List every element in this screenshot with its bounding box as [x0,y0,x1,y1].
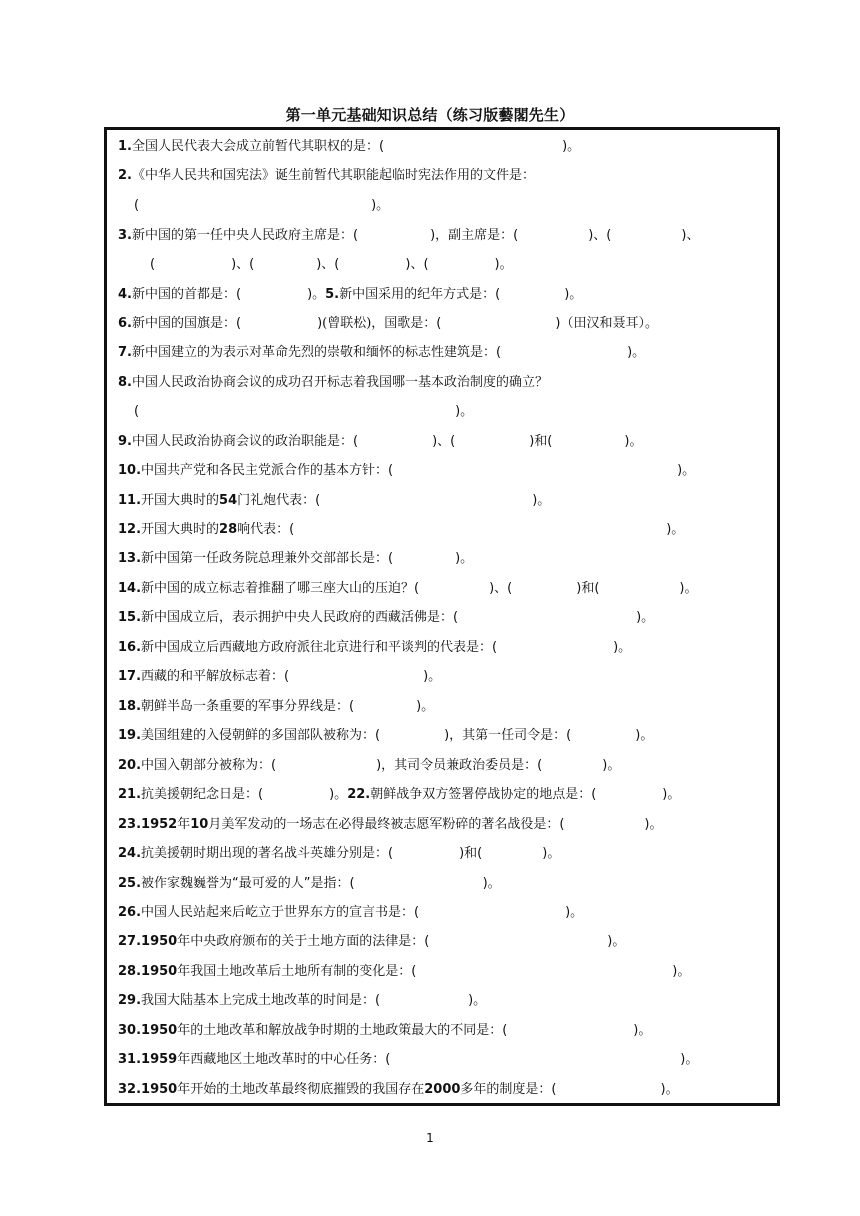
question-15: 15.新中国成立后，表示拥护中央人民政府的西藏活佛是：( )。 [118,610,655,625]
question-1: 1.全国人民代表大会成立前暂代其职权的是：( )。 [118,139,581,154]
question-7: 7.新中国建立的为表示对革命先烈的崇敬和缅怀的标志性建筑是：( )。 [118,345,646,360]
question-23: 23.1952年10月美军发动的一场志在必得最终被志愿军粉碎的著名战役是：( )。 [118,817,663,832]
question-8: 8.中国人民政治协商会议的成功召开标志着我国哪一基本政治制度的确立？ [118,375,548,390]
question-25: 25.被作家魏巍誉为“最可爱的人”是指：( )。 [118,876,501,891]
question-28: 28.1950年我国土地改革后土地所有制的变化是：( )。 [118,964,691,979]
question-3-cont: ( )、( )、( )、( )。 [150,257,513,272]
question-10: 10.中国共产党和各民主党派合作的基本方针：( )。 [118,463,696,478]
question-27: 27.1950年中央政府颁布的关于土地方面的法律是：( )。 [118,934,626,949]
question-3: 3.新中国的第一任中央人民政府主席是：( )，副主席是：( )、( )、 [118,228,700,243]
question-31: 31.1959年西藏地区土地改革时的中心任务：( )。 [118,1052,699,1067]
question-19: 19.美国组建的入侵朝鲜的多国部队被称为：( )，其第一任司令是：( )。 [118,728,654,743]
question-32: 32.1950年开始的土地改革最终彻底摧毁的我国存在2000多年的制度是：( )。 [118,1082,679,1097]
question-14: 14.新中国的成立标志着推翻了哪三座大山的压迫？( )、( )和( )。 [118,581,698,596]
question-2: 2.《中华人民共和国宪法》诞生前暂代其职能起临时宪法作用的文件是： [118,168,535,183]
question-17: 17.西藏的和平解放标志着：( )。 [118,669,442,684]
question-9: 9.中国人民政治协商会议的政治职能是：( )、( )和( )。 [118,434,643,449]
question-30: 30.1950年的土地改革和解放战争时期的土地政策最大的不同是：( )。 [118,1023,652,1038]
question-29: 29.我国大陆基本上完成土地改革的时间是：( )。 [118,993,487,1008]
question-20: 20.中国入朝部分被称为：( )，其司令员兼政治委员是：( )。 [118,758,621,773]
question-24: 24.抗美援朝时期出现的著名战斗英雄分别是：( )和( )。 [118,846,561,861]
question-2-answer: ( )。 [134,198,390,213]
page-number: 1 [426,1131,434,1145]
question-12: 12.开国大典时的28响代表：( )。 [118,522,685,537]
page-title: 第一单元基础知识总结（练习版藝閣先生） [285,106,575,124]
question-11: 11.开国大典时的54门礼炮代表：( )。 [118,493,551,508]
question-6: 6.新中国的国旗是：( )(曾联松)，国歌是：( )（田汉和聂耳）。 [118,316,658,331]
question-21-22: 21.抗美援朝纪念日是：( )。22.朝鲜战争双方签署停战协定的地点是：( )。 [118,787,681,802]
question-8-answer: ( )。 [134,404,474,419]
question-4-5: 4.新中国的首都是：( )。5.新中国采用的纪年方式是：( )。 [118,287,583,302]
question-16: 16.新中国成立后西藏地方政府派往北京进行和平谈判的代表是：( )。 [118,640,632,655]
question-26: 26.中国人民站起来后屹立于世界东方的宣言书是：( )。 [118,905,584,920]
question-13: 13.新中国第一任政务院总理兼外交部部长是：( )。 [118,551,474,566]
question-18: 18.朝鲜半岛一条重要的军事分界线是：( )。 [118,699,435,714]
